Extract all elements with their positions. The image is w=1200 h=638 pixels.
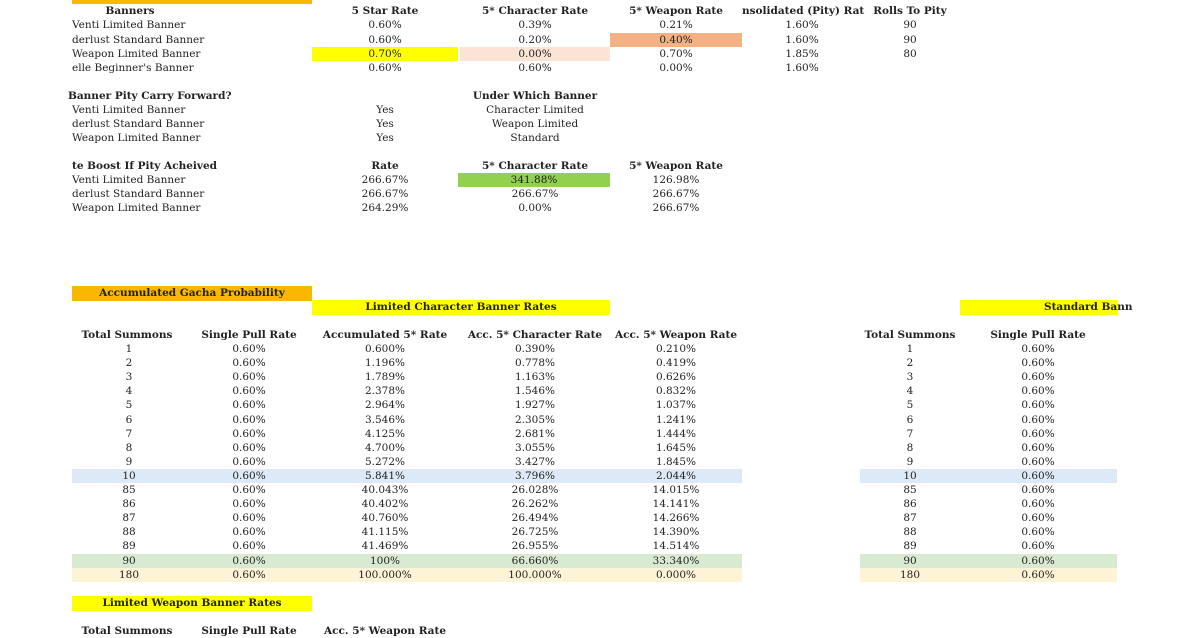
- acc-total-cell[interactable]: 10: [122, 470, 136, 482]
- acc-acc5-cell[interactable]: 4.700%: [364, 442, 406, 454]
- acc-single-cell[interactable]: 0.60%: [232, 498, 266, 510]
- boost-char-cell[interactable]: 266.67%: [511, 188, 559, 200]
- std-total-cell[interactable]: 85: [903, 484, 917, 496]
- rates-header-5star[interactable]: 5 Star Rate: [351, 5, 419, 17]
- rates-rolls-cell[interactable]: 90: [903, 34, 917, 46]
- pity-banner-cell[interactable]: derlust Standard Banner: [72, 118, 205, 130]
- limited-character-banner-title[interactable]: Limited Character Banner Rates: [312, 300, 610, 315]
- acc-total-cell[interactable]: 2: [125, 357, 133, 369]
- acc-accchar-cell[interactable]: 3.427%: [514, 456, 556, 468]
- rates-char-cell-highlighted[interactable]: 0.00%: [460, 47, 610, 61]
- acc-accchar-cell[interactable]: 0.778%: [514, 357, 556, 369]
- boost-rate-cell[interactable]: 266.67%: [361, 174, 409, 186]
- acc-acc5-cell[interactable]: 40.760%: [361, 512, 409, 524]
- acc-acc5-cell[interactable]: 2.378%: [364, 385, 406, 397]
- acc-total-cell[interactable]: 6: [125, 414, 133, 426]
- rates-weapon-cell[interactable]: 0.21%: [659, 19, 693, 31]
- acc-single-cell[interactable]: 0.60%: [232, 343, 266, 355]
- weapon-header-total[interactable]: Total Summons: [81, 625, 173, 637]
- rates-rolls-cell[interactable]: [862, 61, 958, 75]
- acc-accweapon-cell[interactable]: 1.845%: [655, 456, 697, 468]
- weapon-header-acc[interactable]: Acc. 5* Weapon Rate: [323, 625, 447, 637]
- pity-banner-cell[interactable]: Weapon Limited Banner: [72, 132, 201, 144]
- std-total-cell[interactable]: 89: [903, 540, 917, 552]
- acc-total-cell[interactable]: 88: [122, 526, 136, 538]
- acc-accchar-cell[interactable]: 1.163%: [514, 371, 556, 383]
- std-header-single[interactable]: Single Pull Rate: [990, 329, 1086, 341]
- acc-total-cell[interactable]: 180: [118, 569, 140, 581]
- pity-carry-cell[interactable]: Yes: [376, 118, 394, 130]
- pity-under-cell[interactable]: Character Limited: [486, 104, 584, 116]
- acc-single-cell[interactable]: 0.60%: [232, 442, 266, 454]
- acc-acc5-cell[interactable]: 100%: [369, 555, 401, 567]
- std-total-cell[interactable]: 3: [906, 371, 914, 383]
- acc-accchar-cell[interactable]: 3.055%: [514, 442, 556, 454]
- rates-weapon-cell[interactable]: 0.00%: [659, 62, 693, 74]
- acc-single-cell[interactable]: 0.60%: [232, 414, 266, 426]
- acc-accweapon-cell[interactable]: 1.241%: [655, 414, 697, 426]
- rates-consolidated-cell[interactable]: 1.60%: [785, 34, 819, 46]
- std-total-cell[interactable]: 1: [906, 343, 914, 355]
- acc-header-accweapon[interactable]: Acc. 5* Weapon Rate: [614, 329, 738, 341]
- acc-single-cell[interactable]: 0.60%: [232, 428, 266, 440]
- acc-accchar-cell[interactable]: 26.028%: [511, 484, 559, 496]
- acc-accweapon-cell[interactable]: 0.210%: [655, 343, 697, 355]
- acc-single-cell[interactable]: 0.60%: [232, 470, 266, 482]
- acc-single-cell[interactable]: 0.60%: [232, 526, 266, 538]
- acc-single-cell[interactable]: 0.60%: [232, 357, 266, 369]
- standard-banner-title[interactable]: Standard Bann: [960, 300, 1118, 315]
- std-single-cell[interactable]: 0.60%: [1021, 399, 1055, 411]
- rates-char-cell[interactable]: 0.60%: [518, 62, 552, 74]
- rates-header-banners[interactable]: Banners: [105, 5, 155, 17]
- acc-single-cell[interactable]: 0.60%: [232, 540, 266, 552]
- std-single-cell[interactable]: 0.60%: [1021, 470, 1055, 482]
- acc-total-cell[interactable]: 1: [125, 343, 133, 355]
- acc-accweapon-cell[interactable]: 1.444%: [655, 428, 697, 440]
- acc-accchar-cell[interactable]: 26.725%: [511, 526, 559, 538]
- acc-single-cell[interactable]: 0.60%: [232, 371, 266, 383]
- boost-rate-cell[interactable]: 266.67%: [361, 188, 409, 200]
- std-total-cell[interactable]: 8: [906, 442, 914, 454]
- acc-accweapon-cell[interactable]: 14.141%: [652, 498, 700, 510]
- acc-total-cell[interactable]: 9: [125, 456, 133, 468]
- std-single-cell[interactable]: 0.60%: [1021, 512, 1055, 524]
- pity-carry-cell[interactable]: Yes: [376, 132, 394, 144]
- acc-accchar-cell[interactable]: 0.390%: [514, 343, 556, 355]
- acc-total-cell[interactable]: 89: [122, 540, 136, 552]
- rates-consolidated-cell[interactable]: 1.60%: [785, 19, 819, 31]
- boost-banner-cell[interactable]: Venti Limited Banner: [72, 174, 186, 186]
- boost-header-char[interactable]: 5* Character Rate: [482, 160, 588, 172]
- acc-accchar-cell[interactable]: 1.927%: [514, 399, 556, 411]
- limited-weapon-banner-title[interactable]: Limited Weapon Banner Rates: [72, 596, 312, 611]
- rates-weapon-cell[interactable]: 0.70%: [659, 48, 693, 60]
- std-total-cell[interactable]: 88: [903, 526, 917, 538]
- std-total-cell[interactable]: 90: [903, 555, 917, 567]
- pity-banner-cell[interactable]: Venti Limited Banner: [72, 104, 186, 116]
- std-total-cell[interactable]: 9: [906, 456, 914, 468]
- acc-total-cell[interactable]: 5: [125, 399, 133, 411]
- acc-accweapon-cell[interactable]: 33.340%: [652, 555, 700, 567]
- pity-header-banner[interactable]: Banner Pity Carry Forward?: [68, 90, 232, 102]
- rates-char-cell[interactable]: 0.39%: [518, 19, 552, 31]
- acc-single-cell[interactable]: 0.60%: [232, 512, 266, 524]
- acc-accchar-cell[interactable]: 2.305%: [514, 414, 556, 426]
- pity-under-cell[interactable]: Weapon Limited: [491, 118, 579, 130]
- acc-acc5-cell[interactable]: 0.600%: [364, 343, 406, 355]
- acc-total-cell[interactable]: 87: [122, 512, 136, 524]
- std-total-cell[interactable]: 10: [903, 470, 917, 482]
- std-single-cell[interactable]: 0.60%: [1021, 456, 1055, 468]
- acc-accweapon-cell[interactable]: 2.044%: [655, 470, 697, 482]
- std-single-cell[interactable]: 0.60%: [1021, 442, 1055, 454]
- acc-header-total[interactable]: Total Summons: [81, 329, 173, 341]
- boost-header-weapon[interactable]: 5* Weapon Rate: [629, 160, 723, 172]
- acc-accchar-cell[interactable]: 26.955%: [511, 540, 559, 552]
- acc-accweapon-cell[interactable]: 0.000%: [655, 569, 697, 581]
- rates-rolls-cell[interactable]: 80: [903, 48, 917, 60]
- rates-weapon-cell-highlighted[interactable]: 0.40%: [610, 33, 742, 47]
- acc-accchar-cell[interactable]: 3.796%: [514, 470, 556, 482]
- boost-banner-cell[interactable]: derlust Standard Banner: [72, 188, 205, 200]
- rates-header-rolls[interactable]: Rolls To Pity: [873, 5, 947, 17]
- std-single-cell[interactable]: 0.60%: [1021, 385, 1055, 397]
- acc-total-cell[interactable]: 7: [125, 428, 133, 440]
- acc-accweapon-cell[interactable]: 1.037%: [655, 399, 697, 411]
- std-single-cell[interactable]: 0.60%: [1021, 414, 1055, 426]
- rates-banner-cell[interactable]: derlust Standard Banner: [72, 34, 205, 46]
- acc-total-cell[interactable]: 8: [125, 442, 133, 454]
- rates-5star-cell[interactable]: 0.60%: [368, 19, 402, 31]
- std-total-cell[interactable]: 6: [906, 414, 914, 426]
- rates-header-char[interactable]: 5* Character Rate: [482, 5, 588, 17]
- acc-accweapon-cell[interactable]: 14.266%: [652, 512, 700, 524]
- std-total-cell[interactable]: 4: [906, 385, 914, 397]
- rates-5star-cell[interactable]: 0.60%: [368, 62, 402, 74]
- acc-acc5-cell[interactable]: 3.546%: [364, 414, 406, 426]
- acc-accweapon-cell[interactable]: 1.645%: [655, 442, 697, 454]
- std-single-cell[interactable]: 0.60%: [1021, 569, 1055, 581]
- boost-banner-cell[interactable]: Weapon Limited Banner: [72, 202, 201, 214]
- boost-weapon-cell[interactable]: 266.67%: [652, 188, 700, 200]
- acc-accchar-cell[interactable]: 26.262%: [511, 498, 559, 510]
- std-single-cell[interactable]: 0.60%: [1021, 484, 1055, 496]
- std-total-cell[interactable]: 2: [906, 357, 914, 369]
- rates-header-weapon[interactable]: 5* Weapon Rate: [629, 5, 723, 17]
- boost-char-cell[interactable]: 0.00%: [518, 202, 552, 214]
- acc-accweapon-cell[interactable]: 14.390%: [652, 526, 700, 538]
- rates-header-consolidated[interactable]: nsolidated (Pity) Rat: [742, 5, 865, 17]
- acc-accweapon-cell[interactable]: 0.626%: [655, 371, 697, 383]
- acc-accchar-cell[interactable]: 1.546%: [514, 385, 556, 397]
- boost-weapon-cell[interactable]: 266.67%: [652, 202, 700, 214]
- pity-carry-cell[interactable]: Yes: [376, 104, 394, 116]
- acc-acc5-cell[interactable]: 4.125%: [364, 428, 406, 440]
- rates-consolidated-cell[interactable]: 1.85%: [785, 48, 819, 60]
- std-total-cell[interactable]: 7: [906, 428, 914, 440]
- acc-header-accchar[interactable]: Acc. 5* Character Rate: [467, 329, 603, 341]
- acc-acc5-cell[interactable]: 5.841%: [364, 470, 406, 482]
- acc-total-cell[interactable]: 86: [122, 498, 136, 510]
- boost-weapon-cell[interactable]: 126.98%: [652, 174, 700, 186]
- accumulated-section-title[interactable]: Accumulated Gacha Probability: [72, 286, 312, 301]
- boost-char-cell-highlighted[interactable]: 341.88%: [458, 173, 610, 187]
- weapon-header-single[interactable]: Single Pull Rate: [201, 625, 297, 637]
- acc-single-cell[interactable]: 0.60%: [232, 484, 266, 496]
- acc-accchar-cell[interactable]: 2.681%: [514, 428, 556, 440]
- std-single-cell[interactable]: 0.60%: [1021, 526, 1055, 538]
- acc-accweapon-cell[interactable]: 14.015%: [652, 484, 700, 496]
- acc-acc5-cell[interactable]: 41.115%: [361, 526, 409, 538]
- acc-accweapon-cell[interactable]: 0.832%: [655, 385, 697, 397]
- acc-acc5-cell[interactable]: 1.789%: [364, 371, 406, 383]
- acc-accchar-cell[interactable]: 26.494%: [511, 512, 559, 524]
- std-total-cell[interactable]: 87: [903, 512, 917, 524]
- acc-single-cell[interactable]: 0.60%: [232, 385, 266, 397]
- acc-acc5-cell[interactable]: 40.402%: [361, 498, 409, 510]
- acc-accchar-cell[interactable]: 100.000%: [508, 569, 562, 581]
- std-single-cell[interactable]: 0.60%: [1021, 343, 1055, 355]
- acc-acc5-cell[interactable]: 40.043%: [361, 484, 409, 496]
- boost-header-banner[interactable]: te Boost If Pity Acheived: [72, 160, 218, 172]
- rates-banner-cell[interactable]: Weapon Limited Banner: [72, 48, 201, 60]
- std-single-cell[interactable]: 0.60%: [1021, 428, 1055, 440]
- boost-rate-cell[interactable]: 264.29%: [361, 202, 409, 214]
- std-single-cell[interactable]: 0.60%: [1021, 357, 1055, 369]
- acc-acc5-cell[interactable]: 41.469%: [361, 540, 409, 552]
- std-single-cell[interactable]: 0.60%: [1021, 540, 1055, 552]
- acc-acc5-cell[interactable]: 5.272%: [364, 456, 406, 468]
- std-single-cell[interactable]: 0.60%: [1021, 371, 1055, 383]
- acc-single-cell[interactable]: 0.60%: [232, 555, 266, 567]
- rates-rolls-cell[interactable]: 90: [903, 19, 917, 31]
- acc-total-cell[interactable]: 3: [125, 371, 133, 383]
- acc-acc5-cell[interactable]: 2.964%: [364, 399, 406, 411]
- acc-acc5-cell[interactable]: 1.196%: [364, 357, 406, 369]
- std-single-cell[interactable]: 0.60%: [1021, 498, 1055, 510]
- acc-header-single[interactable]: Single Pull Rate: [201, 329, 297, 341]
- acc-single-cell[interactable]: 0.60%: [232, 399, 266, 411]
- rates-5star-cell-highlighted[interactable]: 0.70%: [312, 47, 458, 61]
- rates-char-cell[interactable]: 0.20%: [518, 34, 552, 46]
- std-header-total[interactable]: Total Summons: [864, 329, 956, 341]
- std-total-cell[interactable]: 5: [906, 399, 914, 411]
- pity-under-cell[interactable]: Standard: [510, 132, 560, 144]
- acc-single-cell[interactable]: 0.60%: [232, 456, 266, 468]
- acc-single-cell[interactable]: 0.60%: [232, 569, 266, 581]
- acc-header-acc5[interactable]: Accumulated 5* Rate: [322, 329, 448, 341]
- rates-5star-cell[interactable]: 0.60%: [368, 34, 402, 46]
- rates-banner-cell[interactable]: Venti Limited Banner: [72, 19, 186, 31]
- boost-header-rate[interactable]: Rate: [371, 160, 399, 172]
- acc-accchar-cell[interactable]: 66.660%: [511, 555, 559, 567]
- acc-acc5-cell[interactable]: 100.000%: [358, 569, 412, 581]
- std-single-cell[interactable]: 0.60%: [1021, 555, 1055, 567]
- pity-header-under[interactable]: Under Which Banner: [472, 90, 598, 102]
- acc-accweapon-cell[interactable]: 0.419%: [655, 357, 697, 369]
- rates-banner-cell[interactable]: elle Beginner's Banner: [72, 62, 194, 74]
- acc-total-cell[interactable]: 4: [125, 385, 133, 397]
- acc-total-cell[interactable]: 85: [122, 484, 136, 496]
- std-total-cell[interactable]: 180: [899, 569, 921, 581]
- acc-total-cell[interactable]: 90: [122, 555, 136, 567]
- acc-accweapon-cell[interactable]: 14.514%: [652, 540, 700, 552]
- std-total-cell[interactable]: 86: [903, 498, 917, 510]
- rates-consolidated-cell[interactable]: 1.60%: [785, 62, 819, 74]
